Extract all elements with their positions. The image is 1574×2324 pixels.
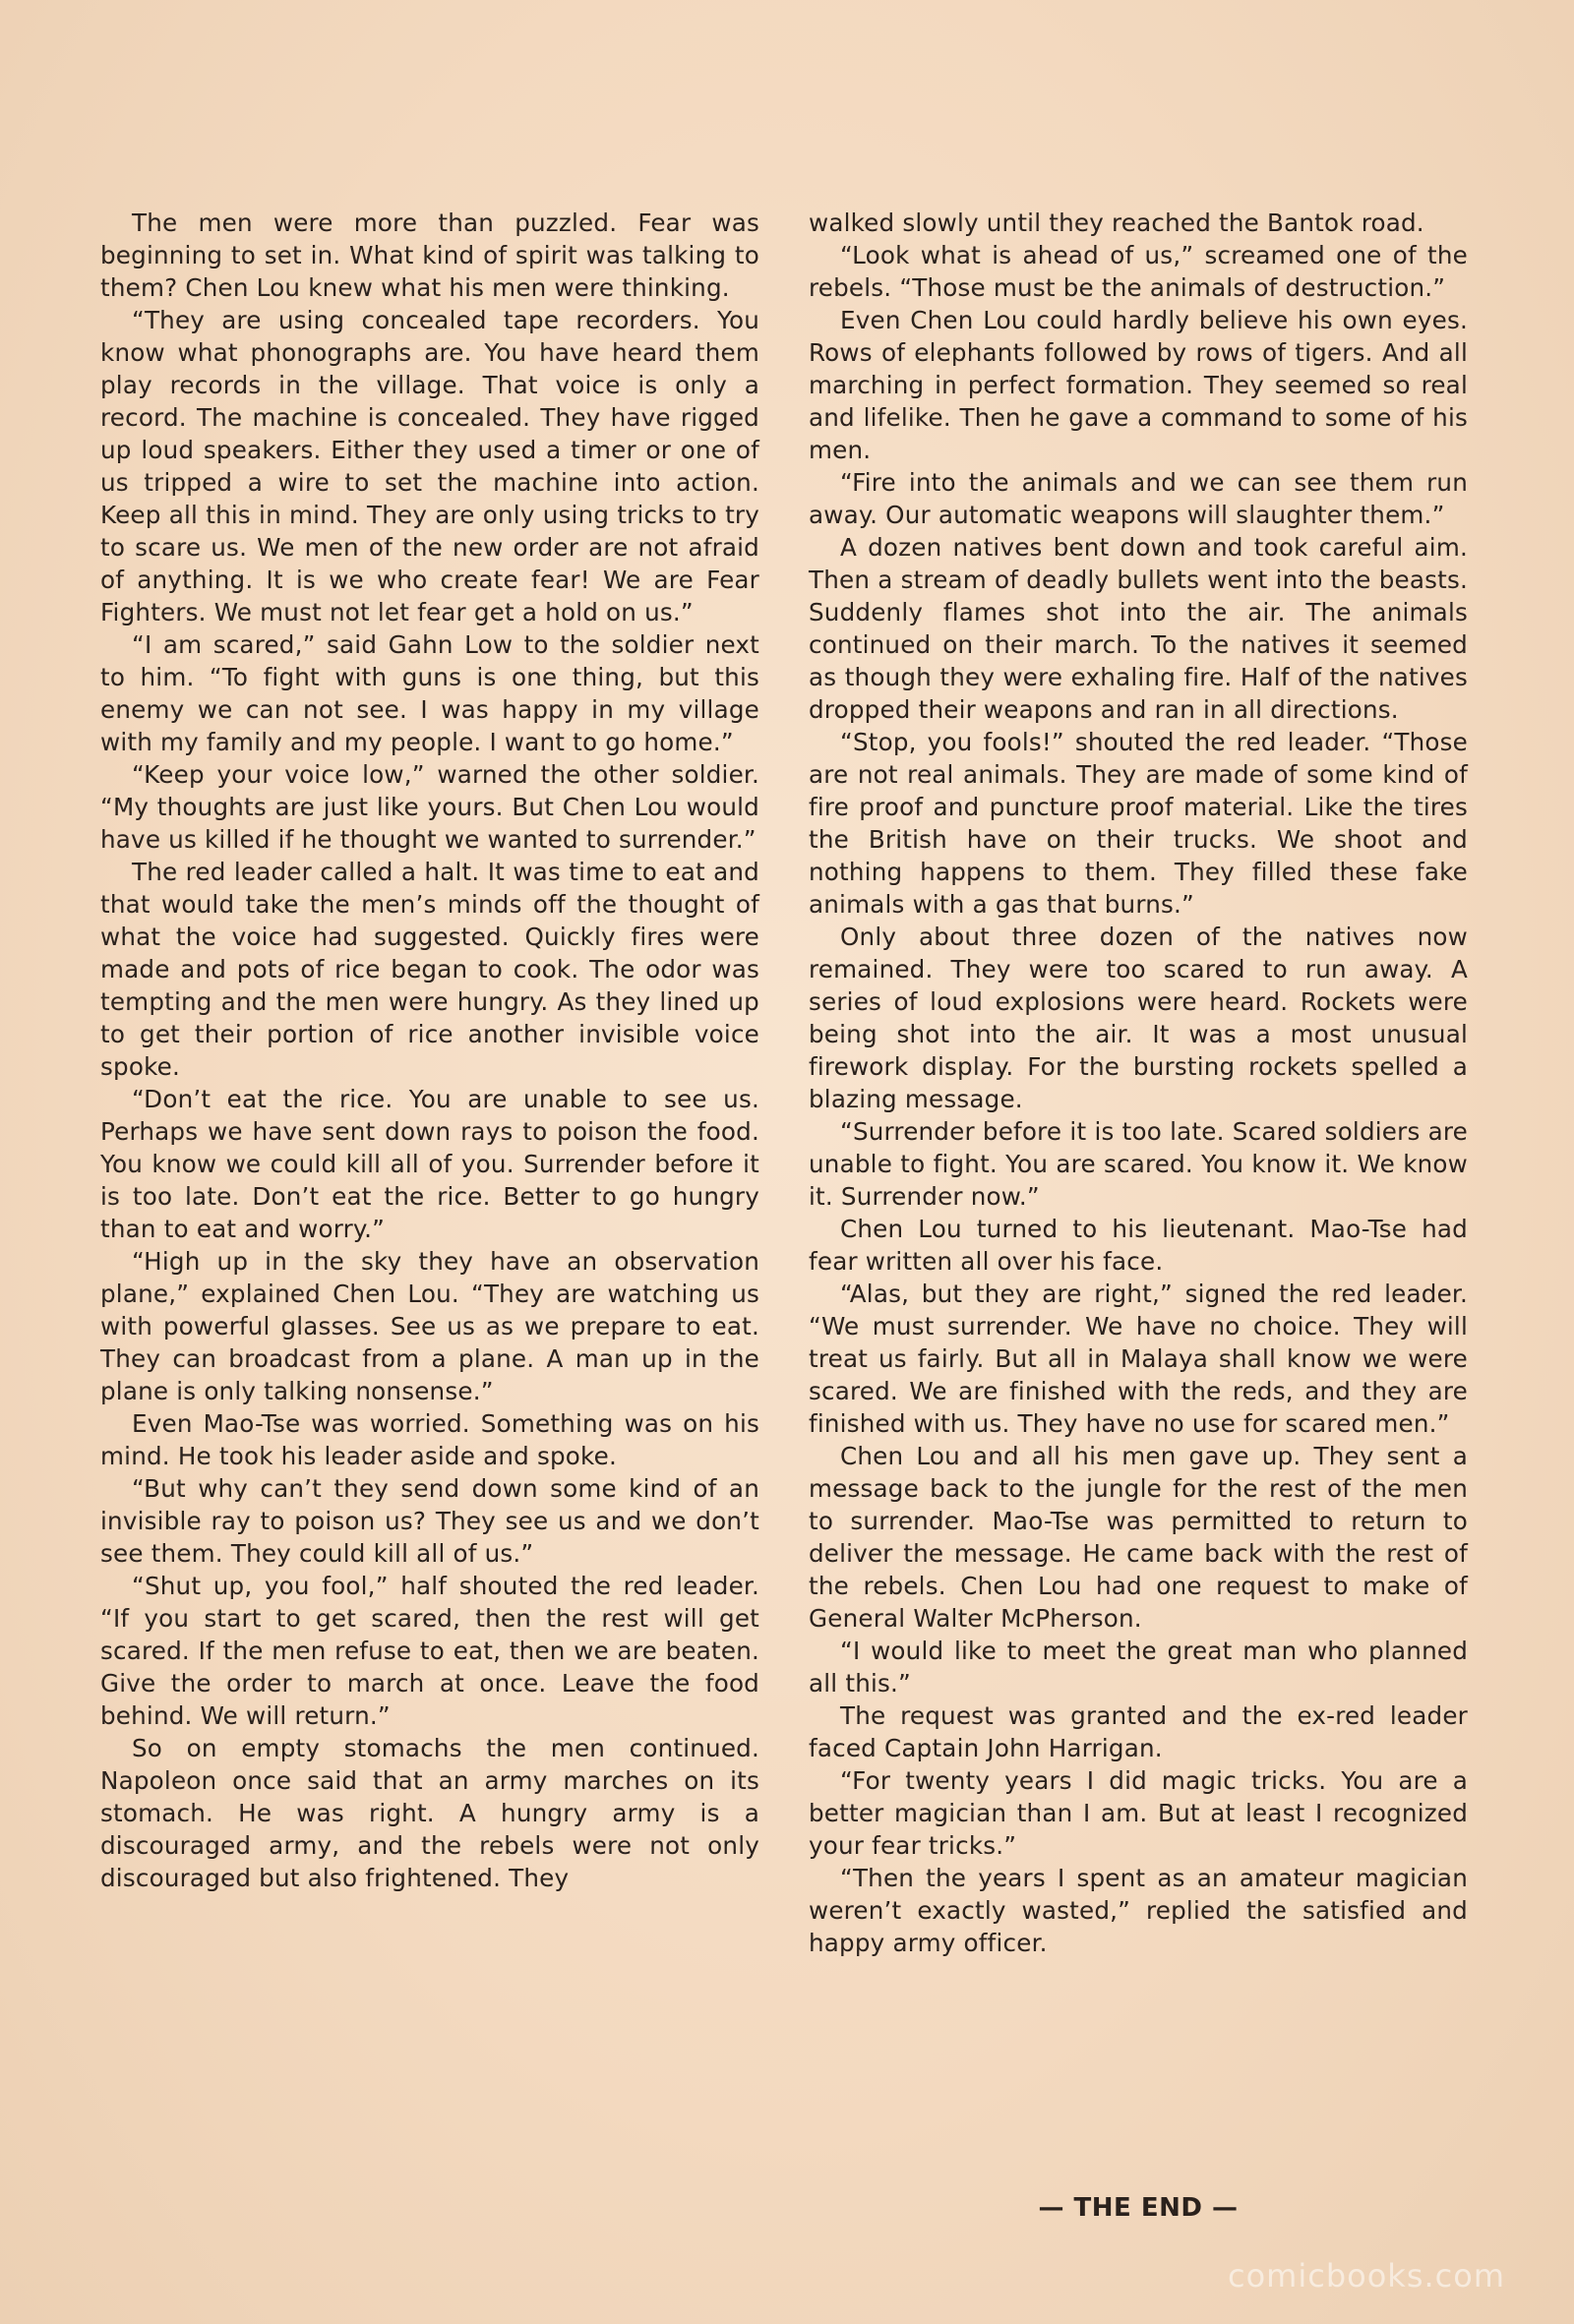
paragraph: “Keep your voice low,” warned the other soldier. “My thoughts are just like yours. But Chen Lou would have us killed if he thought we wanted to surrender.” [100, 760, 759, 854]
paragraph: “Look what is ahead of us,” screamed one of the rebels. “Those must be the animals of destruction.” [809, 241, 1468, 302]
paragraph: The men were more than puzzled. Fear was beginning to set in. What kind of spirit was talking to them? Chen Lou knew what his men were thinking. [100, 209, 759, 302]
paragraph: Only about three dozen of the natives now remained. They were too scared to run away. A series of loud explosions were heard. Rockets were being shot into the air. It was a most unusual firework display. For the bursting rockets spelled a blazing message. [809, 923, 1468, 1113]
paragraph: “High up in the sky they have an observation plane,” explained Chen Lou. “They are watching us with powerful glasses. See us as we prepare to eat. They can broadcast from a plane. A man up in the plane is only talking nonsense.” [100, 1247, 759, 1405]
paragraph: Chen Lou turned to his lieutenant. Mao-Tse had fear written all over his face. [809, 1215, 1468, 1276]
paragraph: walked slowly until they reached the Bantok road. [809, 209, 1424, 237]
paragraph: So on empty stomachs the men continued. Napoleon once said that an army marches on its stomach. He was right. A hungry army is a discouraged army, and the rebels were not only discouraged but also frightened. They [100, 1734, 759, 1892]
paragraph: “But why can’t they send down some kind of an invisible ray to poison us? They see us and we don’t see them. They could kill all of us.” [100, 1474, 759, 1568]
paragraph: “Don’t eat the rice. You are unable to see us. Perhaps we have sent down rays to poison the food. You know we could kill all of you. Surrender before it is too late. Don’t eat the rice. Better to go hungry than to eat and worry.” [100, 1085, 759, 1243]
right-text-column [809, 207, 1468, 1959]
paragraph: A dozen natives bent down and took careful aim. Then a stream of deadly bullets went into the beasts. Suddenly flames shot into the air. The animals continued on their march. To the natives it seemed as though they were exhaling fire. Half of the natives dropped their weapons and ran in all directions. [809, 533, 1468, 724]
paragraph: “Fire into the animals and we can see them run away. Our automatic weapons will slaughter them.” [809, 468, 1468, 529]
paragraph: “They are using concealed tape recorders. You know what phonographs are. You have heard them play records in the village. That voice is only a record. The machine is concealed. They have rigged up loud speakers. Either they used a timer or one of us tripped a wire to set the machine into action. Keep all this in mind. They are only using tricks to try to scare us. We men of the new order are not afraid of anything. It is we who create fear! We are Fear Fighters. We must not let fear get a hold on us.” [100, 306, 759, 626]
paragraph: Even Mao-Tse was worried. Something was on his mind. He took his leader aside and spoke. [100, 1409, 759, 1470]
paragraph: “Surrender before it is too late. Scared soldiers are unable to fight. You are scared. You know it. We know it. Surrender now.” [809, 1117, 1468, 1211]
the-end-label: — THE END — [1038, 2193, 1239, 2223]
paragraph: “Alas, but they are right,” signed the red leader. “We must surrender. We have no choice. They will treat us fairly. But all in Malaya shall know we were scared. We are finished with the reds, and they are finished with us. They have no use for scared men.” [809, 1280, 1468, 1438]
paragraph: “For twenty years I did magic tricks. You are a better magician than I am. But at least I recognized your fear tricks.” [809, 1766, 1468, 1860]
paragraph: “Shut up, you fool,” half shouted the red leader. “If you start to get scared, then the rest will get scared. If the men refuse to eat, then we are beaten. Give the order to march at once. Leave the food behind. We will return.” [100, 1572, 759, 1730]
paragraph: “I would like to meet the great man who planned all this.” [809, 1637, 1468, 1698]
left-text-column [100, 207, 759, 1894]
paragraph: “Stop, you fools!” shouted the red leader. “Those are not real animals. They are made of some kind of fire proof and puncture proof material. Like the tires the British have on their trucks. We shoot and nothing happens to them. They filled these fake animals with a gas that burns.” [809, 728, 1468, 919]
paragraph: Even Chen Lou could hardly believe his own eyes. Rows of elephants followed by rows of tigers. And all marching in perfect formation. They seemed so real and lifelike. Then he gave a command to some of his men. [809, 306, 1468, 464]
paragraph: Chen Lou and all his men gave up. They sent a message back to the jungle for the rest of the men to surrender. Mao-Tse was permitted to return to deliver the message. He came back with the rest of the rebels. Chen Lou had one request to make of General Walter McPherson. [809, 1442, 1468, 1633]
paragraph: “Then the years I spent as an amateur magician weren’t exactly wasted,” replied the satisfied and happy army officer. [809, 1864, 1468, 1957]
paragraph: The request was granted and the ex-red leader faced Captain John Harrigan. [809, 1701, 1468, 1762]
paragraph: “I am scared,” said Gahn Low to the soldier next to him. “To fight with guns is one thing, but this enemy we can not see. I was happy in my village with my family and my people. I want to go home.” [100, 630, 759, 756]
site-watermark: comicbooks.com [1227, 2257, 1505, 2294]
paragraph: The red leader called a halt. It was time to eat and that would take the men’s minds off the thought of what the voice had suggested. Quickly fires were made and pots of rice began to cook. The odor was tempting and the men were hungry. As they lined up to get their portion of rice another invisible voice spoke. [100, 858, 759, 1081]
